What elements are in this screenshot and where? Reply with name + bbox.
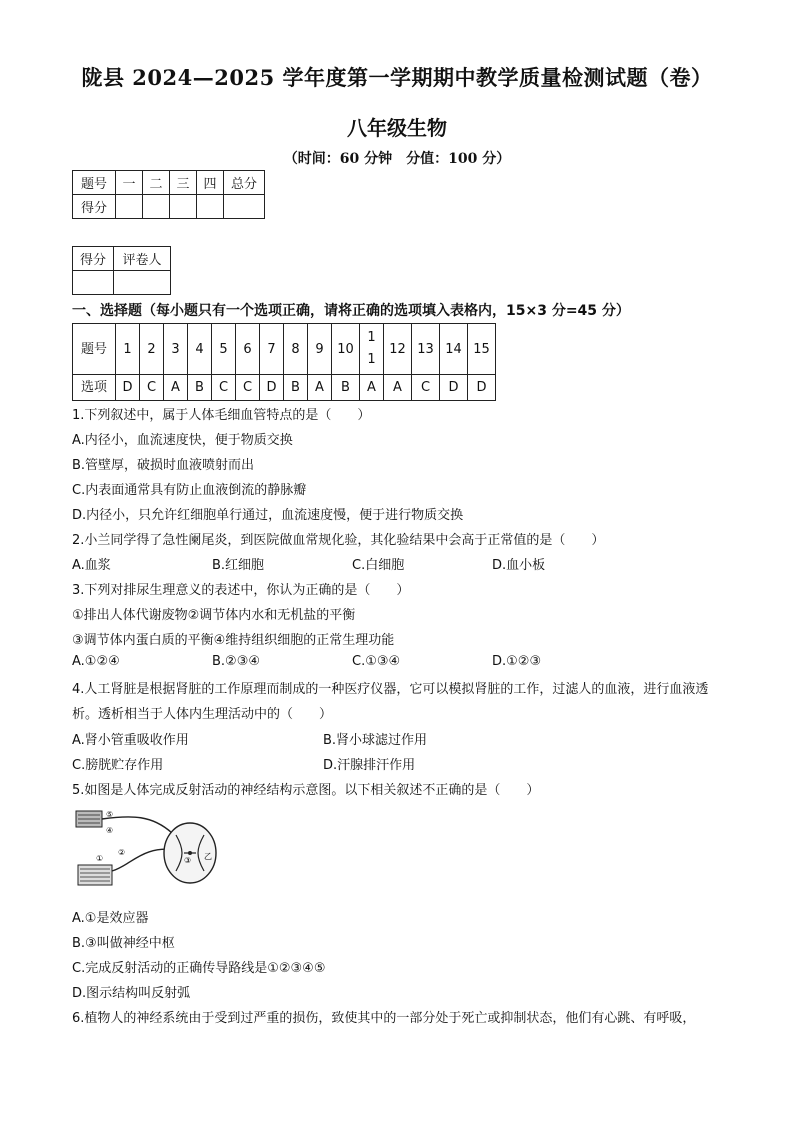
question-1-option-a: A.内径小，血流速度快，便于物质交换 <box>72 433 293 448</box>
figure-label: ① <box>96 854 104 863</box>
question-2-option-c: C.白细胞 <box>352 558 405 573</box>
question-1-option-d: D.内径小，只允许红细胞单行通过，血流速度慢，便于进行物质交换 <box>72 508 464 523</box>
question-3-statement-line-2: ③调节体内蛋白质的平衡④维持组织细胞的正常生理功能 <box>72 633 395 648</box>
answer-cell: C <box>212 375 236 401</box>
exam-title: 陇县 2024—2025 学年度第一学期期中教学质量检测试题（卷） <box>81 65 713 90</box>
score-header-cell: 四 <box>197 171 224 195</box>
answer-cell: D <box>440 375 468 401</box>
answer-cell: C <box>140 375 164 401</box>
question-2-option-b: B.红细胞 <box>212 558 265 573</box>
question-4-stem: 4.人工肾脏是根据肾脏的工作原理而制成的一种医疗仪器，它可以模拟肾脏的工作，过滤人的血液，进行血液透析。透析相当于人体内生理活动中的（ ） <box>72 682 709 722</box>
score-blank-cell <box>170 195 197 219</box>
score-blank-cell <box>116 195 143 219</box>
question-number-cell: 4 <box>188 324 212 375</box>
question-5-option-a: A.①是效应器 <box>72 911 149 926</box>
question-1-option-b: B.管壁厚，破损时血液喷射而出 <box>72 458 255 473</box>
score-row-label: 得分 <box>73 195 116 219</box>
question-4-option-a: A.肾小管重吸收作用 <box>72 733 189 748</box>
grader-score-label: 得分 <box>73 247 114 271</box>
answer-cell: C <box>236 375 260 401</box>
question-1-stem: 1.下列叙述中，属于人体毛细血管特点的是（ ） <box>72 408 371 423</box>
question-number-cell: 5 <box>212 324 236 375</box>
answer-cell: B <box>188 375 212 401</box>
question-5-option-b: B.③叫做神经中枢 <box>72 936 175 951</box>
question-3-statement-line-1: ①排出人体代谢废物②调节体内水和无机盐的平衡 <box>72 608 356 623</box>
figure-label: 乙 <box>204 852 212 861</box>
figure-label: ④ <box>106 826 114 835</box>
receptor-tissue-icon <box>76 811 102 827</box>
answer-row-label: 题号 <box>73 324 116 375</box>
question-5-option-c: C.完成反射活动的正确传导路线是①②③④⑤ <box>72 961 326 976</box>
answer-row-label: 选项 <box>73 375 116 401</box>
answer-cell: A <box>308 375 332 401</box>
question-3-stem: 3.下列对排尿生理意义的表述中，你认为正确的是（ ） <box>72 583 410 598</box>
question-number-cell: 3 <box>164 324 188 375</box>
question-number-cell: 13 <box>412 324 440 375</box>
question-number-cell: 2 <box>140 324 164 375</box>
answer-cell: B <box>284 375 308 401</box>
answer-cell: D <box>468 375 496 401</box>
answer-cell: D <box>116 375 140 401</box>
score-blank-cell <box>224 195 265 219</box>
answer-cell: A <box>384 375 412 401</box>
score-header-cell: 二 <box>143 171 170 195</box>
question-1-option-c: C.内表面通常具有防止血液倒流的静脉瓣 <box>72 483 307 498</box>
answer-cell: B <box>332 375 360 401</box>
answer-cell: A <box>360 375 384 401</box>
score-blank-cell <box>197 195 224 219</box>
score-header-cell: 总分 <box>224 171 265 195</box>
score-header-cell: 一 <box>116 171 143 195</box>
question-number-cell: 9 <box>308 324 332 375</box>
score-header-cell: 三 <box>170 171 197 195</box>
grader-blank-cell <box>73 271 114 295</box>
answer-cell: A <box>164 375 188 401</box>
question-2-stem: 2.小兰同学得了急性阑尾炎，到医院做血常规化验，其化验结果中会高于正常值的是（ ） <box>72 533 605 548</box>
question-5-option-d: D.图示结构叫反射弧 <box>72 986 191 1001</box>
question-number-cell: 15 <box>468 324 496 375</box>
exam-subject: 八年级生物 <box>347 116 447 140</box>
question-2-option-a: A.血浆 <box>72 558 111 573</box>
answer-cell: D <box>260 375 284 401</box>
question-number-cell: 7 <box>260 324 284 375</box>
question-number-cell: 12 <box>384 324 412 375</box>
question-3-option-c: C.①③④ <box>352 654 401 669</box>
question-4-option-b: B.肾小球滤过作用 <box>323 733 428 748</box>
score-blank-cell <box>143 195 170 219</box>
question-3-option-b: B.②③④ <box>212 654 261 669</box>
grader-blank-cell <box>114 271 171 295</box>
question-number-cell: 8 <box>284 324 308 375</box>
figure-label: ② <box>118 848 126 857</box>
question-4-option-d: D.汗腺排汗作用 <box>323 758 416 773</box>
question-2-option-d: D.血小板 <box>492 558 546 573</box>
effector-muscle-icon <box>78 865 112 885</box>
question-number-cell: 1 1 <box>360 324 384 375</box>
question-number-cell: 10 <box>332 324 360 375</box>
grader-table <box>72 246 171 295</box>
reflex-arc-diagram <box>72 805 222 895</box>
grader-name-label: 评卷人 <box>114 247 171 271</box>
question-5-stem: 5.如图是人体完成反射活动的神经结构示意图。以下相关叙述不正确的是（ ） <box>72 783 540 798</box>
figure-label: ③ <box>184 856 192 865</box>
answer-cell: C <box>412 375 440 401</box>
section-heading: 一、选择题（每小题只有一个选项正确，请将正确的选项填入表格内，15×3 分=45 分） <box>72 303 630 319</box>
exam-time-info: （时间：60 分钟 分值：100 分） <box>283 151 511 167</box>
question-3-option-a: A.①②④ <box>72 654 120 669</box>
question-number-cell: 6 <box>236 324 260 375</box>
question-4-option-c: C.膀胱贮存作用 <box>72 758 164 773</box>
question-number-cell: 1 <box>116 324 140 375</box>
question-3-option-d: D.①②③ <box>492 654 542 669</box>
question-6-stem: 6.植物人的神经系统由于受到过严重的损伤，致使其中的一部分处于死亡或抑制状态，他们有心跳、有呼吸， <box>72 1011 696 1026</box>
answer-table <box>72 323 496 401</box>
question-number-cell: 14 <box>440 324 468 375</box>
score-header-cell: 题号 <box>73 171 116 195</box>
figure-label: ⑤ <box>106 810 114 819</box>
score-table <box>72 170 265 219</box>
